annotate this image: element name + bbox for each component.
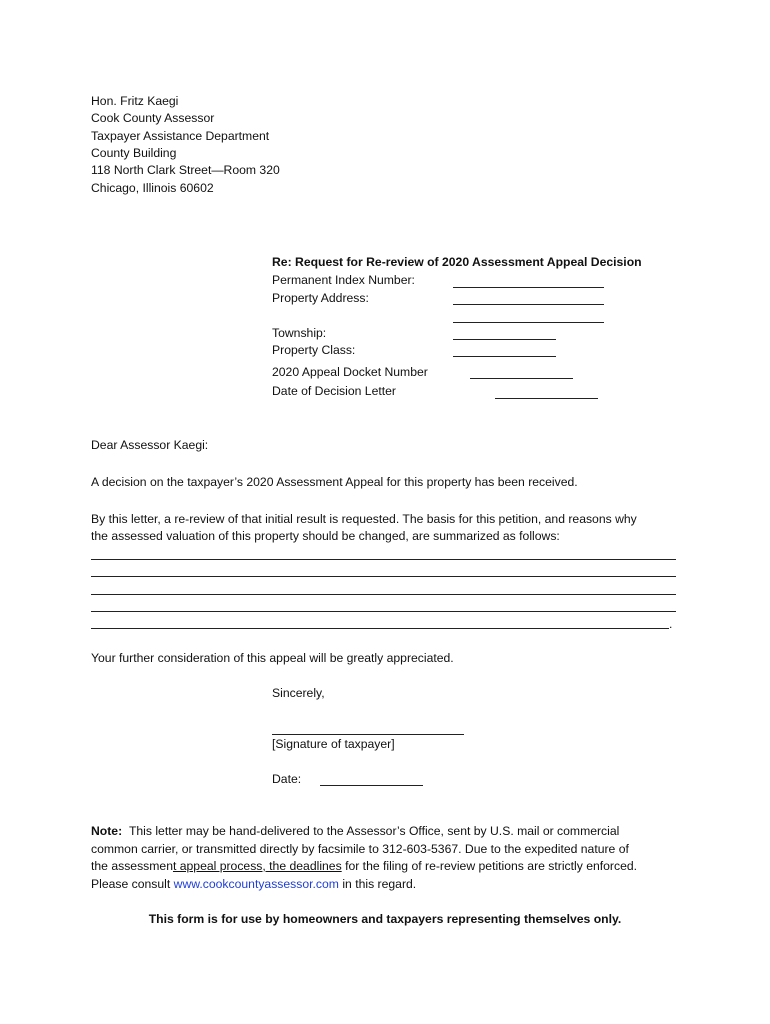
docket-number-label: 2020 Appeal Docket Number bbox=[272, 365, 428, 379]
property-address-blank-line-1[interactable] bbox=[453, 304, 604, 305]
reason-blank-line-3[interactable] bbox=[91, 594, 676, 595]
township-label: Township: bbox=[272, 326, 327, 340]
address-line-name: Hon. Fritz Kaegi bbox=[91, 94, 179, 108]
signature-blank-line[interactable] bbox=[272, 734, 464, 735]
note-line-1 bbox=[91, 823, 619, 840]
property-address-label: Property Address: bbox=[272, 291, 369, 305]
note-line-2: common carrier, or transmitted directly by facsimile to 312-603-5367. Due to the expedited nature of bbox=[91, 842, 629, 856]
reason-blank-line-4[interactable] bbox=[91, 611, 676, 612]
address-line-title: Cook County Assessor bbox=[91, 111, 215, 125]
re-heading: Re: Request for Re-review of 2020 Assessment Appeal Decision bbox=[272, 255, 642, 269]
date-blank-line[interactable] bbox=[320, 785, 423, 786]
township-blank-line[interactable] bbox=[453, 339, 556, 340]
property-class-blank-line[interactable] bbox=[453, 356, 556, 357]
note-line-3-underlined: t appeal process, the deadlines bbox=[172, 859, 342, 873]
reason-blank-line-5[interactable] bbox=[91, 628, 669, 629]
reason-blank-line-2[interactable] bbox=[91, 576, 676, 577]
reason-blank-line-1[interactable] bbox=[91, 559, 676, 560]
pin-blank-line[interactable] bbox=[453, 287, 604, 288]
note-line-4-start: Please consult bbox=[91, 877, 174, 891]
address-line-city: Chicago, Illinois 60602 bbox=[91, 181, 214, 195]
closing-paragraph: Your further consideration of this appeal will be greatly appreciated. bbox=[91, 651, 454, 665]
assessor-website-link[interactable]: www.cookcountyassessor.com bbox=[173, 877, 339, 891]
decision-date-blank-line[interactable] bbox=[495, 398, 598, 399]
note-line-3-start: the assessmen bbox=[91, 859, 173, 873]
docket-number-blank-line[interactable] bbox=[470, 378, 573, 379]
decision-received-paragraph: A decision on the taxpayer’s 2020 Assessment Appeal for this property has been received. bbox=[91, 475, 578, 489]
note-line-4-end: in this regard. bbox=[338, 877, 417, 891]
salutation: Dear Assessor Kaegi: bbox=[91, 438, 209, 452]
address-line-building: County Building bbox=[91, 146, 177, 160]
sincerely: Sincerely, bbox=[272, 686, 325, 700]
pin-label: Permanent Index Number: bbox=[272, 273, 415, 287]
note-line-1-text: This letter may be hand-delivered to the Assessor’s Office, sent by U.S. mail or commercial bbox=[128, 824, 620, 838]
decision-date-label: Date of Decision Letter bbox=[272, 384, 396, 398]
property-address-blank-line-2[interactable] bbox=[453, 322, 604, 323]
note-line-3 bbox=[91, 858, 637, 875]
address-line-department: Taxpayer Assistance Department bbox=[91, 129, 270, 143]
reason-period: . bbox=[669, 617, 673, 631]
address-line-street: 118 North Clark Street—Room 320 bbox=[91, 163, 280, 177]
basis-paragraph-line-2: the assessed valuation of this property should be changed, are summarized as follows: bbox=[91, 529, 560, 543]
date-label: Date: bbox=[272, 772, 302, 786]
basis-paragraph-line-1: By this letter, a re-review of that initial result is requested. The basis for this petition, and reasons why bbox=[91, 512, 637, 526]
usage-notice: This form is for use by homeowners and taxpayers representing themselves only. bbox=[148, 912, 622, 926]
note-line-4 bbox=[91, 876, 416, 893]
signature-label: [Signature of taxpayer] bbox=[272, 737, 395, 751]
note-label: Note: bbox=[91, 824, 123, 838]
property-class-label: Property Class: bbox=[272, 343, 356, 357]
note-line-3-end: for the filing of re-review petitions are strictly enforced. bbox=[341, 859, 638, 873]
